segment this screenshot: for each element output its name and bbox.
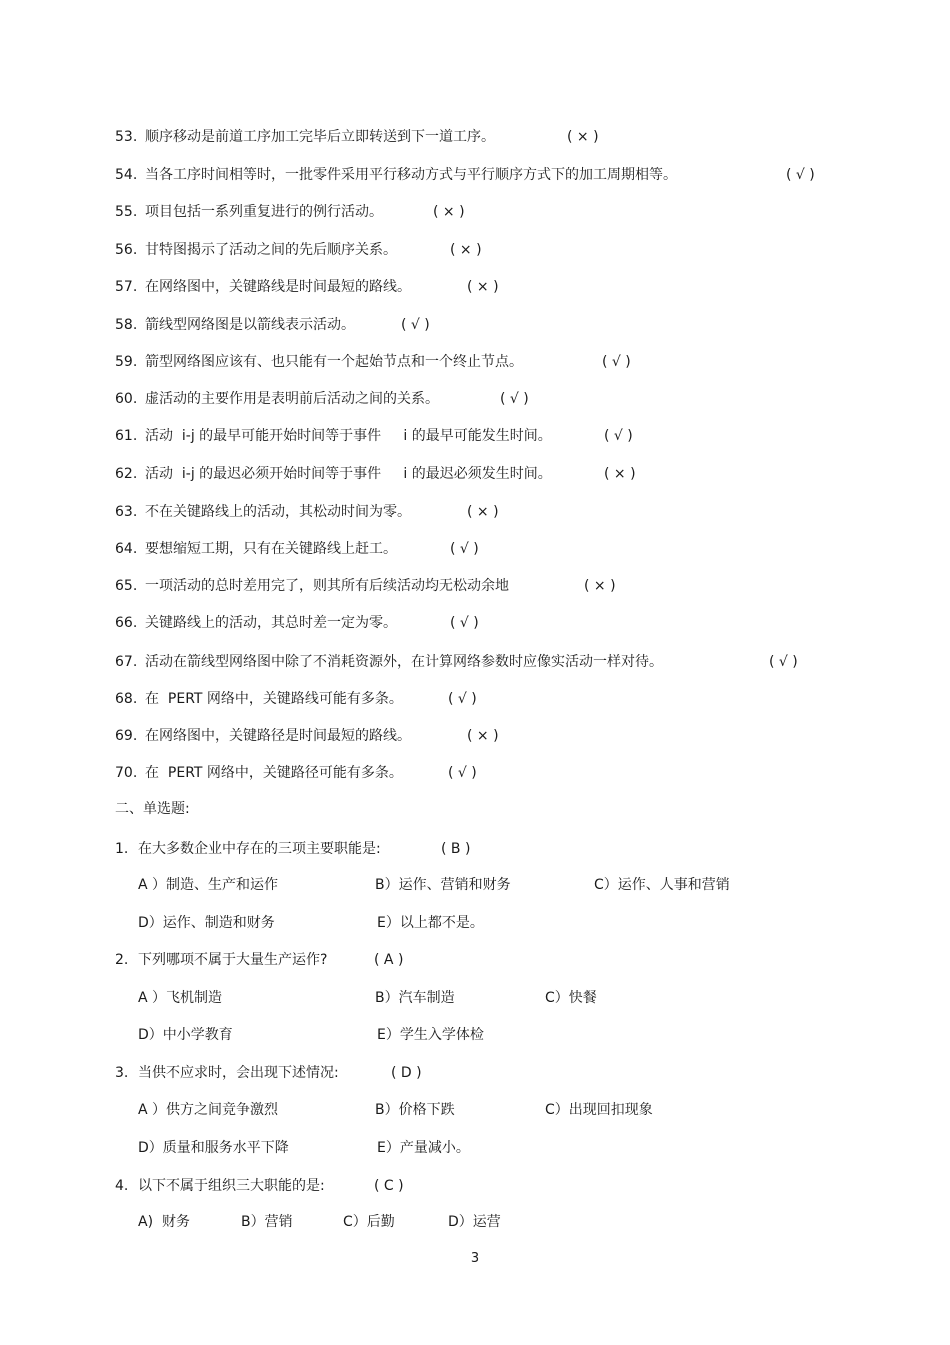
question-text: 当供不应求时，会出现下述情况: [138, 1065, 339, 1081]
item-text: 项目包括一系列重复进行的例行活动。 [145, 204, 383, 220]
item-text: 甘特图揭示了活动之间的先后顺序关系。 [145, 242, 397, 258]
question-answer: ( C ) [374, 1178, 404, 1194]
item-text: 在网络图中，关键路径是时间最短的路线。 [145, 728, 411, 744]
question-text: 以下不属于组织三大职能的是: [138, 1178, 325, 1194]
item-answer: ( × ) [467, 279, 499, 295]
item-text: 在网络图中，关键路线是时间最短的路线。 [145, 279, 411, 295]
option-a: A) 财务 [138, 1214, 190, 1230]
item-answer: ( √ ) [448, 691, 477, 707]
item-text: 要想缩短工期，只有在关键路线上赶工。 [145, 541, 397, 557]
question-number: 4. [115, 1178, 129, 1194]
question-answer: ( D ) [391, 1065, 422, 1081]
option-d: D）运作、制造和财务 [138, 915, 275, 931]
option-c: C）出现回扣现象 [545, 1102, 653, 1118]
question-number: 2. [115, 952, 129, 968]
item-answer: ( √ ) [604, 428, 633, 444]
item-number: 67. [115, 654, 138, 670]
item-number: 65. [115, 578, 138, 594]
item-number: 70. [115, 765, 138, 781]
option-a: A ）供方之间竞争激烈 [138, 1102, 279, 1118]
question-text: 在大多数企业中存在的三项主要职能是: [138, 841, 381, 857]
question-answer: ( B ) [441, 841, 471, 857]
item-number: 59. [115, 354, 138, 370]
item-text: 顺序移动是前道工序加工完毕后立即转送到下一道工序。 [145, 129, 495, 145]
item-answer: ( √ ) [769, 654, 798, 670]
item-answer: ( × ) [433, 204, 465, 220]
item-answer: ( √ ) [401, 317, 430, 333]
page-number: 3 [470, 1251, 480, 1266]
option-e: E）以上都不是。 [377, 915, 484, 931]
item-answer: ( × ) [567, 129, 599, 145]
item-answer: ( √ ) [448, 765, 477, 781]
option-d: D）质量和服务水平下降 [138, 1140, 289, 1156]
item-answer: ( √ ) [786, 167, 815, 183]
option-a: A ）飞机制造 [138, 990, 223, 1006]
option-c: C）后勤 [343, 1214, 395, 1230]
item-number: 55. [115, 204, 138, 220]
item-number: 62. [115, 466, 138, 482]
option-b: B）运作、营销和财务 [375, 877, 511, 893]
item-text: 在 PERT 网络中，关键路线可能有多条。 [145, 691, 403, 707]
item-number: 69. [115, 728, 138, 744]
option-d: D）中小学教育 [138, 1027, 233, 1043]
option-b: B）汽车制造 [375, 990, 455, 1006]
item-text: 虚活动的主要作用是表明前后活动之间的关系。 [145, 391, 439, 407]
question-number: 1. [115, 841, 129, 857]
item-text: 当各工序时间相等时，一批零件采用平行移动方式与平行顺序方式下的加工周期相等。 [145, 167, 677, 183]
option-e: E）学生入学体检 [377, 1027, 484, 1043]
option-e: E）产量减小。 [377, 1140, 470, 1156]
item-text: 箭型网络图应该有、也只能有一个起始节点和一个终止节点。 [145, 354, 523, 370]
item-text: 不在关键路线上的活动，其松动时间为零。 [145, 504, 411, 520]
item-answer: ( × ) [604, 466, 636, 482]
item-number: 57. [115, 279, 138, 295]
question-answer: ( A ) [374, 952, 404, 968]
item-number: 53. [115, 129, 138, 145]
option-a: A ）制造、生产和运作 [138, 877, 279, 893]
item-answer: ( √ ) [602, 354, 631, 370]
item-text: 在 PERT 网络中，关键路径可能有多条。 [145, 765, 403, 781]
item-answer: ( × ) [467, 504, 499, 520]
option-c: C）运作、人事和营销 [594, 877, 730, 893]
item-number: 56. [115, 242, 138, 258]
item-answer: ( √ ) [450, 541, 479, 557]
item-text: 箭线型网络图是以箭线表示活动。 [145, 317, 355, 333]
item-text: 活动 i-j 的最早可能开始时间等于事件 i 的最早可能发生时间。 [145, 428, 552, 444]
item-number: 64. [115, 541, 138, 557]
item-number: 66. [115, 615, 138, 631]
item-answer: ( √ ) [500, 391, 529, 407]
item-number: 60. [115, 391, 138, 407]
question-number: 3. [115, 1065, 129, 1081]
option-b: B）营销 [241, 1214, 293, 1230]
item-text: 活动 i-j 的最迟必须开始时间等于事件 i 的最迟必须发生时间。 [145, 466, 552, 482]
option-b: B）价格下跌 [375, 1102, 455, 1118]
item-number: 63. [115, 504, 138, 520]
item-number: 68. [115, 691, 138, 707]
section-title: 二、单选题: [115, 801, 190, 817]
item-answer: ( × ) [584, 578, 616, 594]
item-text: 关键路线上的活动，其总时差一定为零。 [145, 615, 397, 631]
item-number: 54. [115, 167, 138, 183]
item-answer: ( × ) [450, 242, 482, 258]
item-answer: ( √ ) [450, 615, 479, 631]
question-text: 下列哪项不属于大量生产运作? [138, 952, 328, 968]
item-number: 61. [115, 428, 138, 444]
option-d: D）运营 [448, 1214, 501, 1230]
item-text: 活动在箭线型网络图中除了不消耗资源外，在计算网络参数时应像实活动一样对待。 [145, 654, 663, 670]
item-text: 一项活动的总时差用完了，则其所有后续活动均无松动余地 [145, 578, 509, 594]
item-number: 58. [115, 317, 138, 333]
option-c: C）快餐 [545, 990, 597, 1006]
item-answer: ( × ) [467, 728, 499, 744]
